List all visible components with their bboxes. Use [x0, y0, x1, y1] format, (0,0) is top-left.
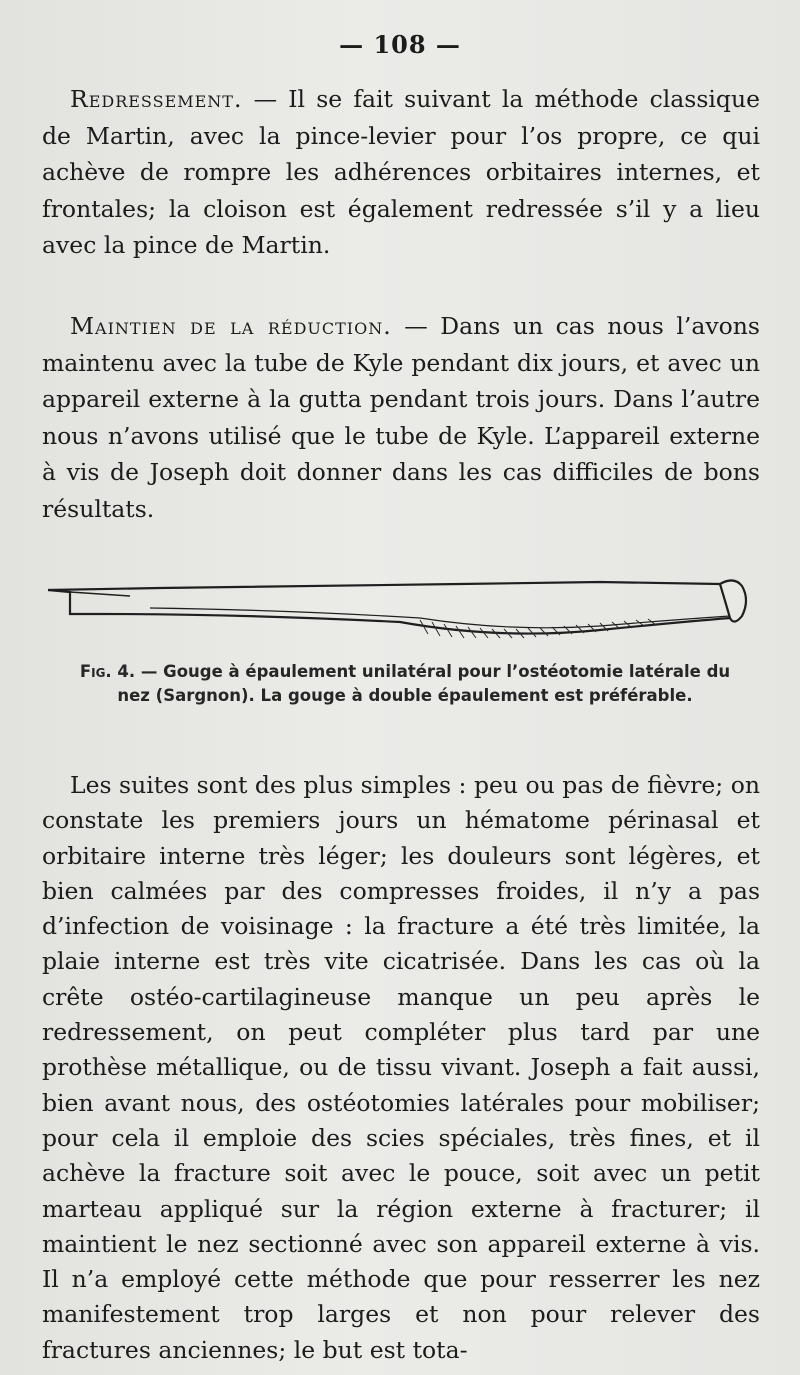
paragraph-suites-text: Les suites sont des plus simples : peu ou pas de fièvre; on constate les premiers jours un hématome périnasal et orbitaire interne très léger; les douleurs sont légères, et bien calmées par des compresses froides, il n’y a pas d’infection de voisinage : la fracture a été très limitée, la plaie interne est très vite cicatrisée. Dans les cas où la crête ostéo-cartilagineuse manque un peu après le redressement, on peut compléter plus tard par une prothèse métallique, ou de tissu vivant. Joseph a fait aussi, bien avant nous, des ostéotomies latérales pour mobiliser; pour cela il emploie des scies spéciales, très fines, et il achève la fracture soit avec le pouce, soit avec un petit marteau appliqué sur la région externe à fracturer; il maintient le nez sectionné avec son appareil externe à vis. Il n’a employé cette méthode que pour resserrer les nez manifestement trop larges et non pour relever des fractures anciennes; le but est tota- [42, 771, 760, 1364]
gouge-lower-edge [100, 614, 730, 634]
paragraph-redressement-text: — Il se fait suivant la méthode classique de Martin, avec la pince-levier pour l’os propre, ce qui achève de rompre les adhérences orbitaires internes, et frontales; la cloison est également redressée s’il y a lieu avec la pince de Martin. [42, 85, 760, 259]
figure-caption [70, 660, 740, 708]
figure-caption-text: — Gouge à épaulement unilatéral pour l’ostéotomie latérale du nez (Sargnon). La gouge à double épaulement est préférable. [117, 662, 731, 705]
gouge-illustration [40, 570, 760, 640]
gouge-handle-knob [720, 580, 746, 621]
page-number: — 108 — [339, 30, 461, 59]
section-heading-redressement: Redressement. [70, 85, 243, 113]
figure-label: Fig. 4. [79, 662, 136, 681]
section-heading-maintien: Maintien de la réduction. [70, 312, 392, 340]
paragraph-maintien [42, 308, 760, 527]
paragraph-maintien-text: — Dans un cas nous l’avons maintenu avec la tube de Kyle pendant dix jours, et avec un appareil externe à la gutta pendant trois jours. Dans l’autre nous n’avons utilisé que le tube de Kyle. L’appareil externe à vis de Joseph doit donner dans les cas difficiles de bons résultats. [42, 312, 760, 523]
gouge-tip-shoulder [70, 592, 130, 596]
gouge-upper-edge [48, 582, 720, 590]
paragraph-redressement [42, 81, 760, 264]
paragraph-suites [42, 768, 760, 1368]
